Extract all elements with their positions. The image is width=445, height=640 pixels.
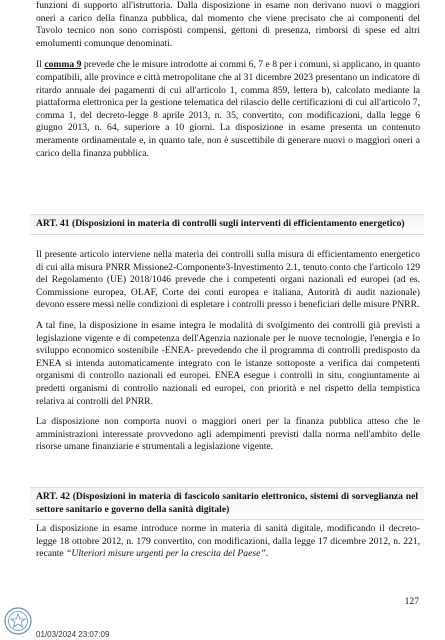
art42-end: . (265, 548, 269, 560)
art42-heading: ART. 42 (Disposizioni in materia di fascicolo sanitario elettronico, sistemi di sorveglianza nel settore sanitario e governo della sanità digitale) (36, 491, 418, 515)
art41-paragraph-1: Il presente articolo interviene nella materia dei controlli sulla misura di efficientamento energetico di cui alla misura PNRR Missione2-Componente3-Investimento 2.1, tenuto conto che l'articolo 129 del Regolamento (UE) 2018/1046 prevede che i competenti organi nazionali ed europei (ad es. Commissione europea, OLAF, Corte dei conti europea e italiana, Autorità di audit nazionale) devono essere messi nelle condizioni di espletare i controlli presso i beneficiari delle misure PNRR. (36, 249, 420, 311)
art41-paragraph-3: La disposizione non comporta nuovi o maggiori oneri per la finanza pubblica atteso che le amministrazioni interessate provvedono agli adempimenti previsti dalla norma nell'ambito delle risorse umane finanziarie e strumentali a legislazione vigente. (36, 416, 420, 453)
page-content (36, 0, 420, 160)
comma9-text: prevede che le misure introdotte ai commi 6, 7 e 8 per i comuni, si applicano, in quanto compatibili, alle province e città metropolitane che al 31 dicembre 2023 presentano un indicatore di ritardo annuale dei pagamenti di cui all'articolo 1, comma 859, lettera b), calcolato mediante la piattaforma elettronica per la gestione telematica del rilascio delle certificazioni di cui all'articolo 7, comma 1, del decreto-legge 8 aprile 2013, n. 35, convertito, con modificazioni, dalla legge 6 giugno 2013, n. 64, superiore a 10 giorni. La disposizione in esame presenta un contenuto meramente ordinamentale e, in quanto tale, non è suscettibile di generare nuovi o maggiori oneri a carico della finanza pubblica. (36, 59, 421, 159)
art42-text: La disposizione in esame introduce norme in materia di sanità digitale, modificando il decreto-legge 18 ottobre 2012, n. 179 convertito, con modificazioni, dalla legge 17 dicembre 2012, n. 221, recante (36, 523, 420, 560)
comma9-prefix: Il (36, 59, 45, 71)
art41-heading-box (30, 215, 424, 235)
art42-body (36, 523, 420, 561)
page-number: 127 (404, 596, 419, 607)
art41-heading: ART. 41 (Disposizioni in materia di controlli sugli interventi di efficientamento energetico) (36, 218, 405, 229)
art41-body (36, 249, 420, 454)
comma9-paragraph (36, 59, 420, 160)
comma9-reference: comma 9 (44, 59, 82, 71)
seal-icon (3, 606, 33, 636)
art42-heading-box (30, 488, 424, 520)
timestamp: 01/03/2024 23:07:09 (36, 630, 110, 639)
art42-paragraph-1 (36, 523, 420, 561)
art42-quote: “Ulteriori misure urgenti per la crescita del Paese” (66, 548, 266, 560)
intro-paragraph: funzioni di supporto all'istruttoria. Dalla disposizione in esame non derivano nuovi o maggiori oneri a carico della finanza pubblica, dal momento che viene precisato che ai componenti del Tavolo tecnico non sono corrisposti compensi, gettoni di presenza, rimborsi di spese ed altri emolumenti comunque denominati. (36, 0, 420, 49)
art41-paragraph-2: A tal fine, la disposizione in esame integra le modalità di svolgimento dei controlli già previsti a legislazione vigente e di competenza dell'Agenzia nazionale per le nuove tecnologie, l'energia e lo sviluppo economico sostenibile -ENEA- prevedendo che il programma di controlli predisposto da ENEA si intenda automaticamente integrato con le istanze sottoposte a verifica dai competenti organismi di controllo nazionali ed europei. ENEA esegue i controlli in situ, congiuntamente ai predetti organismi di controllo nazionali ed europei, con priorità e nel rispetto della tempistica relativa ai controlli del PNRR. (36, 319, 420, 407)
